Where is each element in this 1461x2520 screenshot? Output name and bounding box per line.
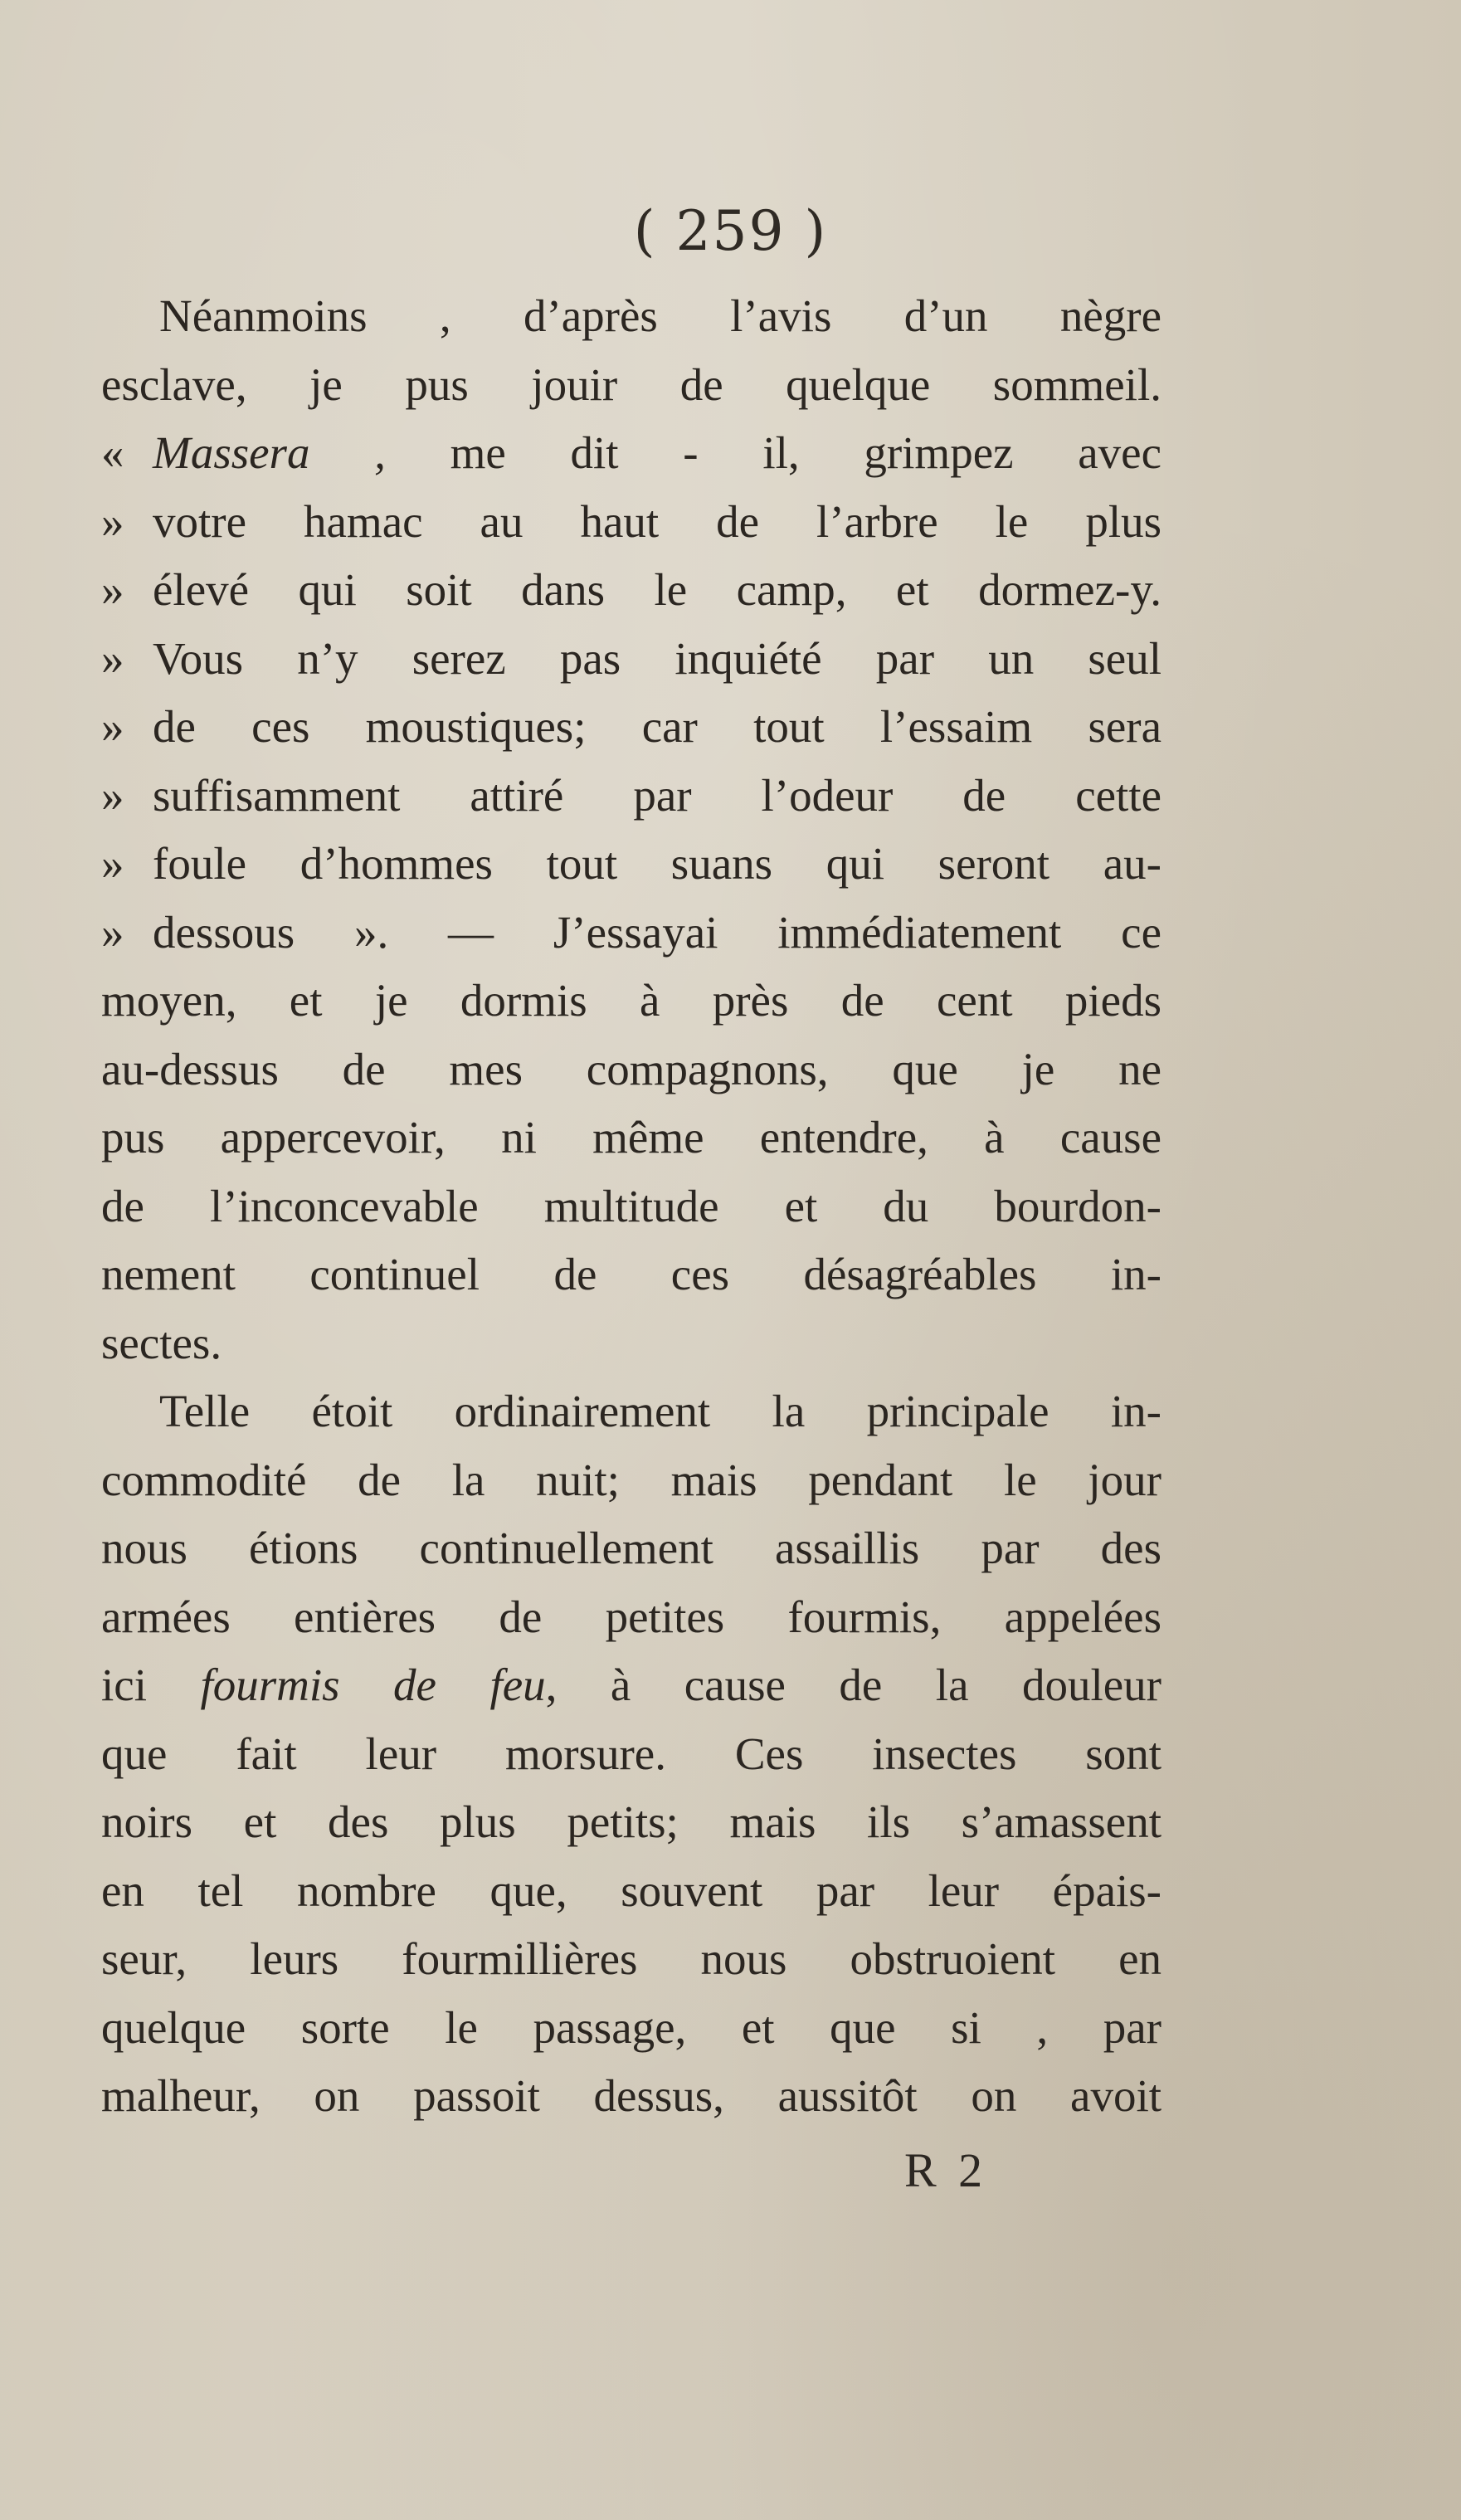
text-line: en tel nombre que, souvent par leur épais- <box>101 1864 1161 1916</box>
text-line: que fait leur morsure. Ces insectes sont <box>101 1728 1161 1779</box>
text-line: noirs et des plus petits; mais ils s’amassent <box>101 1796 1161 1847</box>
text-line: pus appercevoir, ni même entendre, à cause <box>101 1112 1161 1163</box>
text-line: commodité de la nuit; mais pendant le jour <box>101 1454 1161 1505</box>
text-line <box>101 556 1161 625</box>
text-line <box>101 830 1161 899</box>
quote-mark: » <box>101 564 124 615</box>
italic-word: Massera , <box>153 427 386 478</box>
line-pre: ici <box>101 1660 201 1710</box>
line-text: Vous n’y serez pas inquiété par un seul <box>153 632 1161 684</box>
quote-mark: » <box>101 906 124 958</box>
line-text: élevé qui soit dans le camp, et dormez-y. <box>153 564 1161 615</box>
line-text: suffisamment attiré par l’odeur de cette <box>153 769 1161 821</box>
quote-mark: » <box>101 769 124 821</box>
text-line <box>101 1651 1161 1720</box>
quote-mark: » <box>101 495 124 547</box>
body-text <box>101 282 1161 2131</box>
text-line: armées entières de petites fourmis, appelées <box>101 1591 1161 1642</box>
text-line <box>101 899 1161 968</box>
text-line: seur, leurs fourmillières nous obstruoient en <box>101 1933 1161 1984</box>
line-text: dessous ». — J’essayai immédiatement ce <box>153 906 1161 958</box>
text-line <box>101 762 1161 831</box>
text-line <box>101 693 1161 762</box>
line-rest: , à cause de la douleur <box>545 1660 1161 1710</box>
text-line: moyen, et je dormis à près de cent pieds <box>101 975 1161 1026</box>
text-line: au-dessus de mes compagnons, que je ne <box>101 1043 1161 1094</box>
page-number: ( 259 ) <box>633 199 828 263</box>
signature-mark: R 2 <box>904 2143 988 2197</box>
text-line: malheur, on passoit dessus, aussitôt on avoit <box>101 2070 1161 2121</box>
quote-mark: » <box>101 701 124 752</box>
text-line: Telle étoit ordinairement la principale in- <box>159 1386 1161 1436</box>
text-line: nement continuel de ces désagréables in- <box>101 1249 1161 1299</box>
text-line: nous étions continuellement assaillis par des <box>101 1523 1161 1573</box>
text-line: Néanmoins , d’après l’avis d’un nègre <box>159 290 1161 341</box>
line-rest: me dit - il, grimpez avec <box>385 427 1161 478</box>
quote-mark: « <box>101 427 124 478</box>
line-text: votre hamac au haut de l’arbre le plus <box>153 495 1161 547</box>
line-text: de ces moustiques; car tout l’essaim sera <box>153 701 1161 752</box>
text-line <box>101 488 1161 557</box>
text-line: sectes. <box>101 1317 222 1368</box>
text-line <box>101 625 1161 694</box>
text-line: esclave, je pus jouir de quelque sommeil. <box>101 358 1161 410</box>
text-line <box>101 419 1161 488</box>
text-line: quelque sorte le passage, et que si , par <box>101 2001 1161 2053</box>
quote-mark: » <box>101 632 124 684</box>
text-line: de l’inconcevable multitude et du bourdon- <box>101 1180 1161 1231</box>
quote-mark: » <box>101 838 124 889</box>
line-text: foule d’hommes tout suans qui seront au- <box>153 838 1161 889</box>
italic-phrase: fourmis de feu <box>200 1660 546 1710</box>
